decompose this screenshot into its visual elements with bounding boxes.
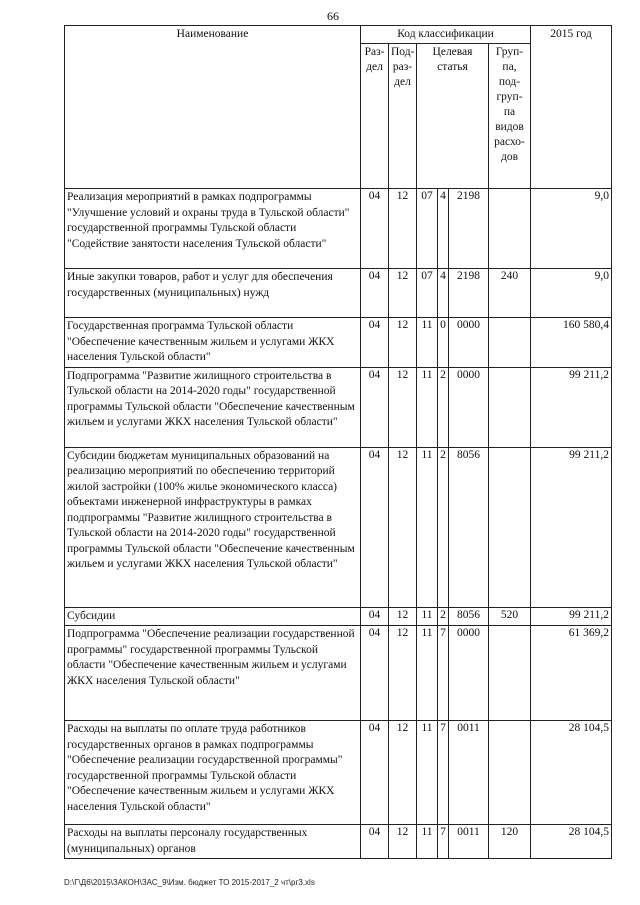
row-cs-subprogram: 7	[438, 825, 449, 859]
row-cs-program: 11	[417, 626, 438, 721]
row-amount: 9,0	[531, 189, 612, 269]
row-razdel: 04	[361, 318, 389, 368]
header-year: 2015 год	[531, 26, 612, 189]
row-name: Расходы на выплаты персоналу государственных (муниципальных) органов	[65, 825, 361, 859]
table-row	[65, 825, 612, 859]
row-podrazdel: 12	[389, 367, 417, 447]
row-vr	[489, 189, 531, 269]
row-amount: 9,0	[531, 269, 612, 318]
row-cs-program: 11	[417, 607, 438, 626]
table-row	[65, 318, 612, 368]
table-row	[65, 367, 612, 447]
header-razdel: Раз- дел	[361, 44, 389, 189]
row-podrazdel: 12	[389, 607, 417, 626]
row-cs-direction: 0000	[449, 367, 489, 447]
row-podrazdel: 12	[389, 825, 417, 859]
row-vr	[489, 367, 531, 447]
row-vr	[489, 721, 531, 825]
row-cs-subprogram: 2	[438, 367, 449, 447]
row-cs-direction: 8056	[449, 607, 489, 626]
row-name: Субсидии бюджетам муниципальных образований на реализацию мероприятий по обеспечению территорий жилой застройки (100% жилье экономического класса) объектами инженерной инфраструктуры в рамках подпрограммы "Развитие жилищного строительства в Тульской области на 2014-2020 годы" государственной программы Тульской области "Обеспечение качественным жильем и услугами ЖКХ населения Тульской области"	[65, 447, 361, 607]
row-cs-program: 07	[417, 189, 438, 269]
table-row	[65, 269, 612, 318]
row-vr: 240	[489, 269, 531, 318]
row-cs-program: 11	[417, 721, 438, 825]
header-podrazdel: Под- раз- дел	[389, 44, 417, 189]
row-podrazdel: 12	[389, 318, 417, 368]
row-cs-program: 11	[417, 825, 438, 859]
header-celevaya-statya: Целевая статья	[417, 44, 489, 189]
header-name: Наименование	[65, 26, 361, 189]
row-cs-program: 11	[417, 367, 438, 447]
row-amount: 99 211,2	[531, 447, 612, 607]
row-vr	[489, 318, 531, 368]
row-razdel: 04	[361, 721, 389, 825]
row-cs-direction: 0011	[449, 825, 489, 859]
row-vr: 520	[489, 607, 531, 626]
row-cs-direction: 0000	[449, 626, 489, 721]
row-name: Расходы на выплаты по оплате труда работников государственных органов в рамках подпрограммы "Обеспечение реализации государственной программы" государственной программы Тульской области "Обеспечение качественным жильем и услугами ЖКХ населения Тульской области"	[65, 721, 361, 825]
header-row-1	[65, 26, 612, 44]
table-row	[65, 189, 612, 269]
file-path-footer: D:\Г\Д6\2015\ЗАКОН\ЗАС_9\Изм. бюджет ТО 2015-2017_2 чт\рг3.xls	[64, 878, 315, 887]
row-cs-program: 07	[417, 269, 438, 318]
row-razdel: 04	[361, 825, 389, 859]
row-name: Подпрограмма "Обеспечение реализации государственной программы" государственной программы Тульской области "Обеспечение качественным жильем и услугами ЖКХ населения Тульской области"	[65, 626, 361, 721]
row-vr	[489, 447, 531, 607]
row-name: Субсидии	[65, 607, 361, 626]
row-podrazdel: 12	[389, 447, 417, 607]
row-cs-direction: 0011	[449, 721, 489, 825]
row-amount: 28 104,5	[531, 825, 612, 859]
row-razdel: 04	[361, 367, 389, 447]
row-name: Подпрограмма "Развитие жилищного строительства в Тульской области на 2014-2020 годы" государственной программы Тульской области "Обеспечение качественным жильем и услугами ЖКХ населения Тульской области"	[65, 367, 361, 447]
row-cs-subprogram: 0	[438, 318, 449, 368]
row-cs-subprogram: 4	[438, 269, 449, 318]
row-cs-direction: 0000	[449, 318, 489, 368]
row-cs-direction: 2198	[449, 189, 489, 269]
row-podrazdel: 12	[389, 626, 417, 721]
table-row	[65, 626, 612, 721]
row-name: Иные закупки товаров, работ и услуг для обеспечения государственных (муниципальных) нужд	[65, 269, 361, 318]
row-cs-subprogram: 2	[438, 447, 449, 607]
row-razdel: 04	[361, 189, 389, 269]
row-cs-direction: 8056	[449, 447, 489, 607]
row-razdel: 04	[361, 626, 389, 721]
row-vr	[489, 626, 531, 721]
header-gruppa-vidov-raskhodov: Груп- па, под- груп- па видов расхо- дов	[489, 44, 531, 189]
row-amount: 99 211,2	[531, 607, 612, 626]
row-cs-subprogram: 2	[438, 607, 449, 626]
table-row	[65, 447, 612, 607]
row-podrazdel: 12	[389, 721, 417, 825]
row-cs-subprogram: 7	[438, 721, 449, 825]
row-amount: 99 211,2	[531, 367, 612, 447]
row-vr: 120	[489, 825, 531, 859]
header-code-group: Код классификации	[361, 26, 531, 44]
budget-table	[64, 25, 612, 859]
row-cs-program: 11	[417, 447, 438, 607]
row-podrazdel: 12	[389, 189, 417, 269]
page-number: 66	[327, 9, 339, 23]
row-cs-direction: 2198	[449, 269, 489, 318]
row-name: Реализация мероприятий в рамках подпрограммы "Улучшение условий и охраны труда в Тульской области" государственной программы Тульской области "Содействие занятости населения Тульской области"	[65, 189, 361, 269]
row-amount: 61 369,2	[531, 626, 612, 721]
table-row	[65, 607, 612, 626]
row-amount: 28 104,5	[531, 721, 612, 825]
row-cs-subprogram: 7	[438, 626, 449, 721]
row-razdel: 04	[361, 607, 389, 626]
table-row	[65, 721, 612, 825]
row-amount: 160 580,4	[531, 318, 612, 368]
row-podrazdel: 12	[389, 269, 417, 318]
row-razdel: 04	[361, 269, 389, 318]
row-cs-program: 11	[417, 318, 438, 368]
row-name: Государственная программа Тульской области "Обеспечение качественным жильем и услугами ЖКХ населения Тульской области"	[65, 318, 361, 368]
row-cs-subprogram: 4	[438, 189, 449, 269]
row-razdel: 04	[361, 447, 389, 607]
